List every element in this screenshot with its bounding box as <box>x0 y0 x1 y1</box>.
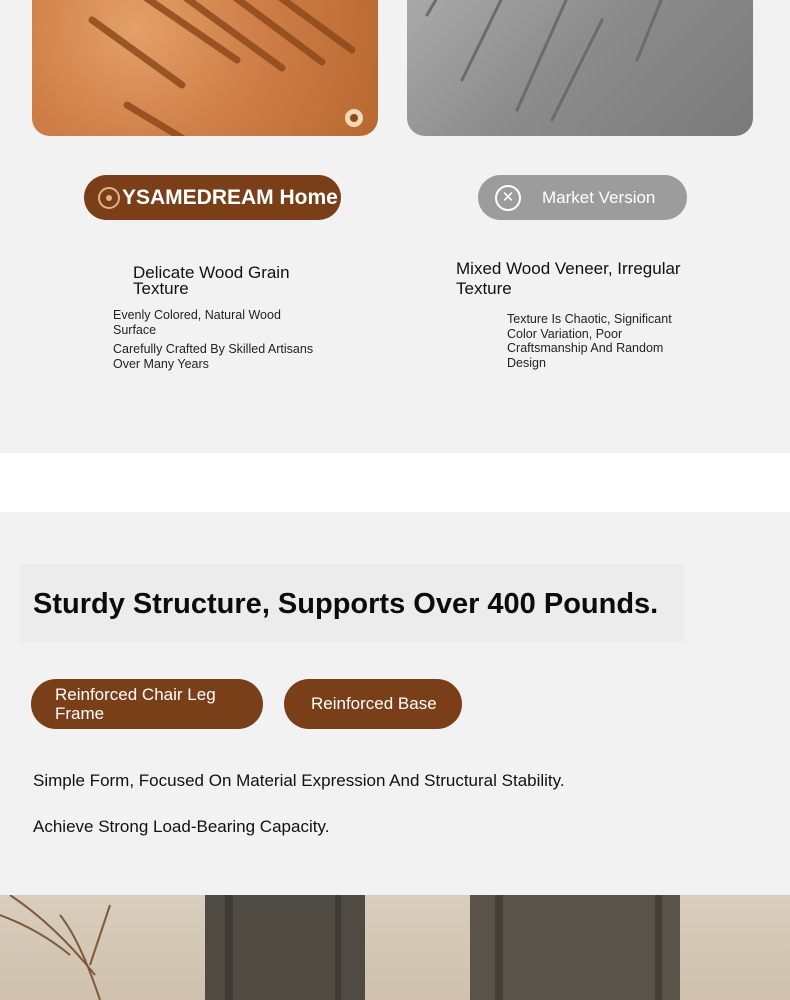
left-feature-point: Carefully Crafted By Skilled Artisans Over Many Years <box>113 342 314 371</box>
structure-description: Simple Form, Focused On Material Expression And Structural Stability. <box>33 771 565 790</box>
wood-seat-photo <box>32 0 378 136</box>
tag-reinforced-chair-leg-frame <box>31 679 263 729</box>
left-feature-point: Evenly Colored, Natural Wood Surface <box>113 308 281 337</box>
comparison-section <box>0 0 790 453</box>
structure-description: Achieve Strong Load-Bearing Capacity. <box>33 817 330 836</box>
tag-label: Reinforced Chair Leg Frame <box>55 685 216 723</box>
market-badge <box>478 175 687 220</box>
brand-badge <box>84 175 341 220</box>
veneer-seat-photo <box>407 0 753 136</box>
right-feature-point: Texture Is Chaotic, Significant Color Variation, Poor Craftsmanship And Random Design <box>507 312 672 370</box>
brand-logo-icon <box>98 187 120 209</box>
x-circle-icon: ✕ <box>495 185 521 211</box>
brand-badge-label: YSAMEDREAM Home <box>122 185 338 209</box>
chair-legs-photo <box>0 895 790 1000</box>
right-feature-title: Mixed Wood Veneer, Irregular Texture <box>456 259 681 298</box>
tag-label: Reinforced Base <box>311 694 437 713</box>
tag-reinforced-base <box>284 679 462 729</box>
structure-headline: Sturdy Structure, Supports Over 400 Pounds. <box>33 588 659 620</box>
market-badge-label: Market Version <box>542 187 656 207</box>
left-feature-title: Delicate Wood Grain Texture <box>133 263 290 298</box>
section-divider <box>0 453 790 512</box>
structure-section <box>0 512 790 895</box>
